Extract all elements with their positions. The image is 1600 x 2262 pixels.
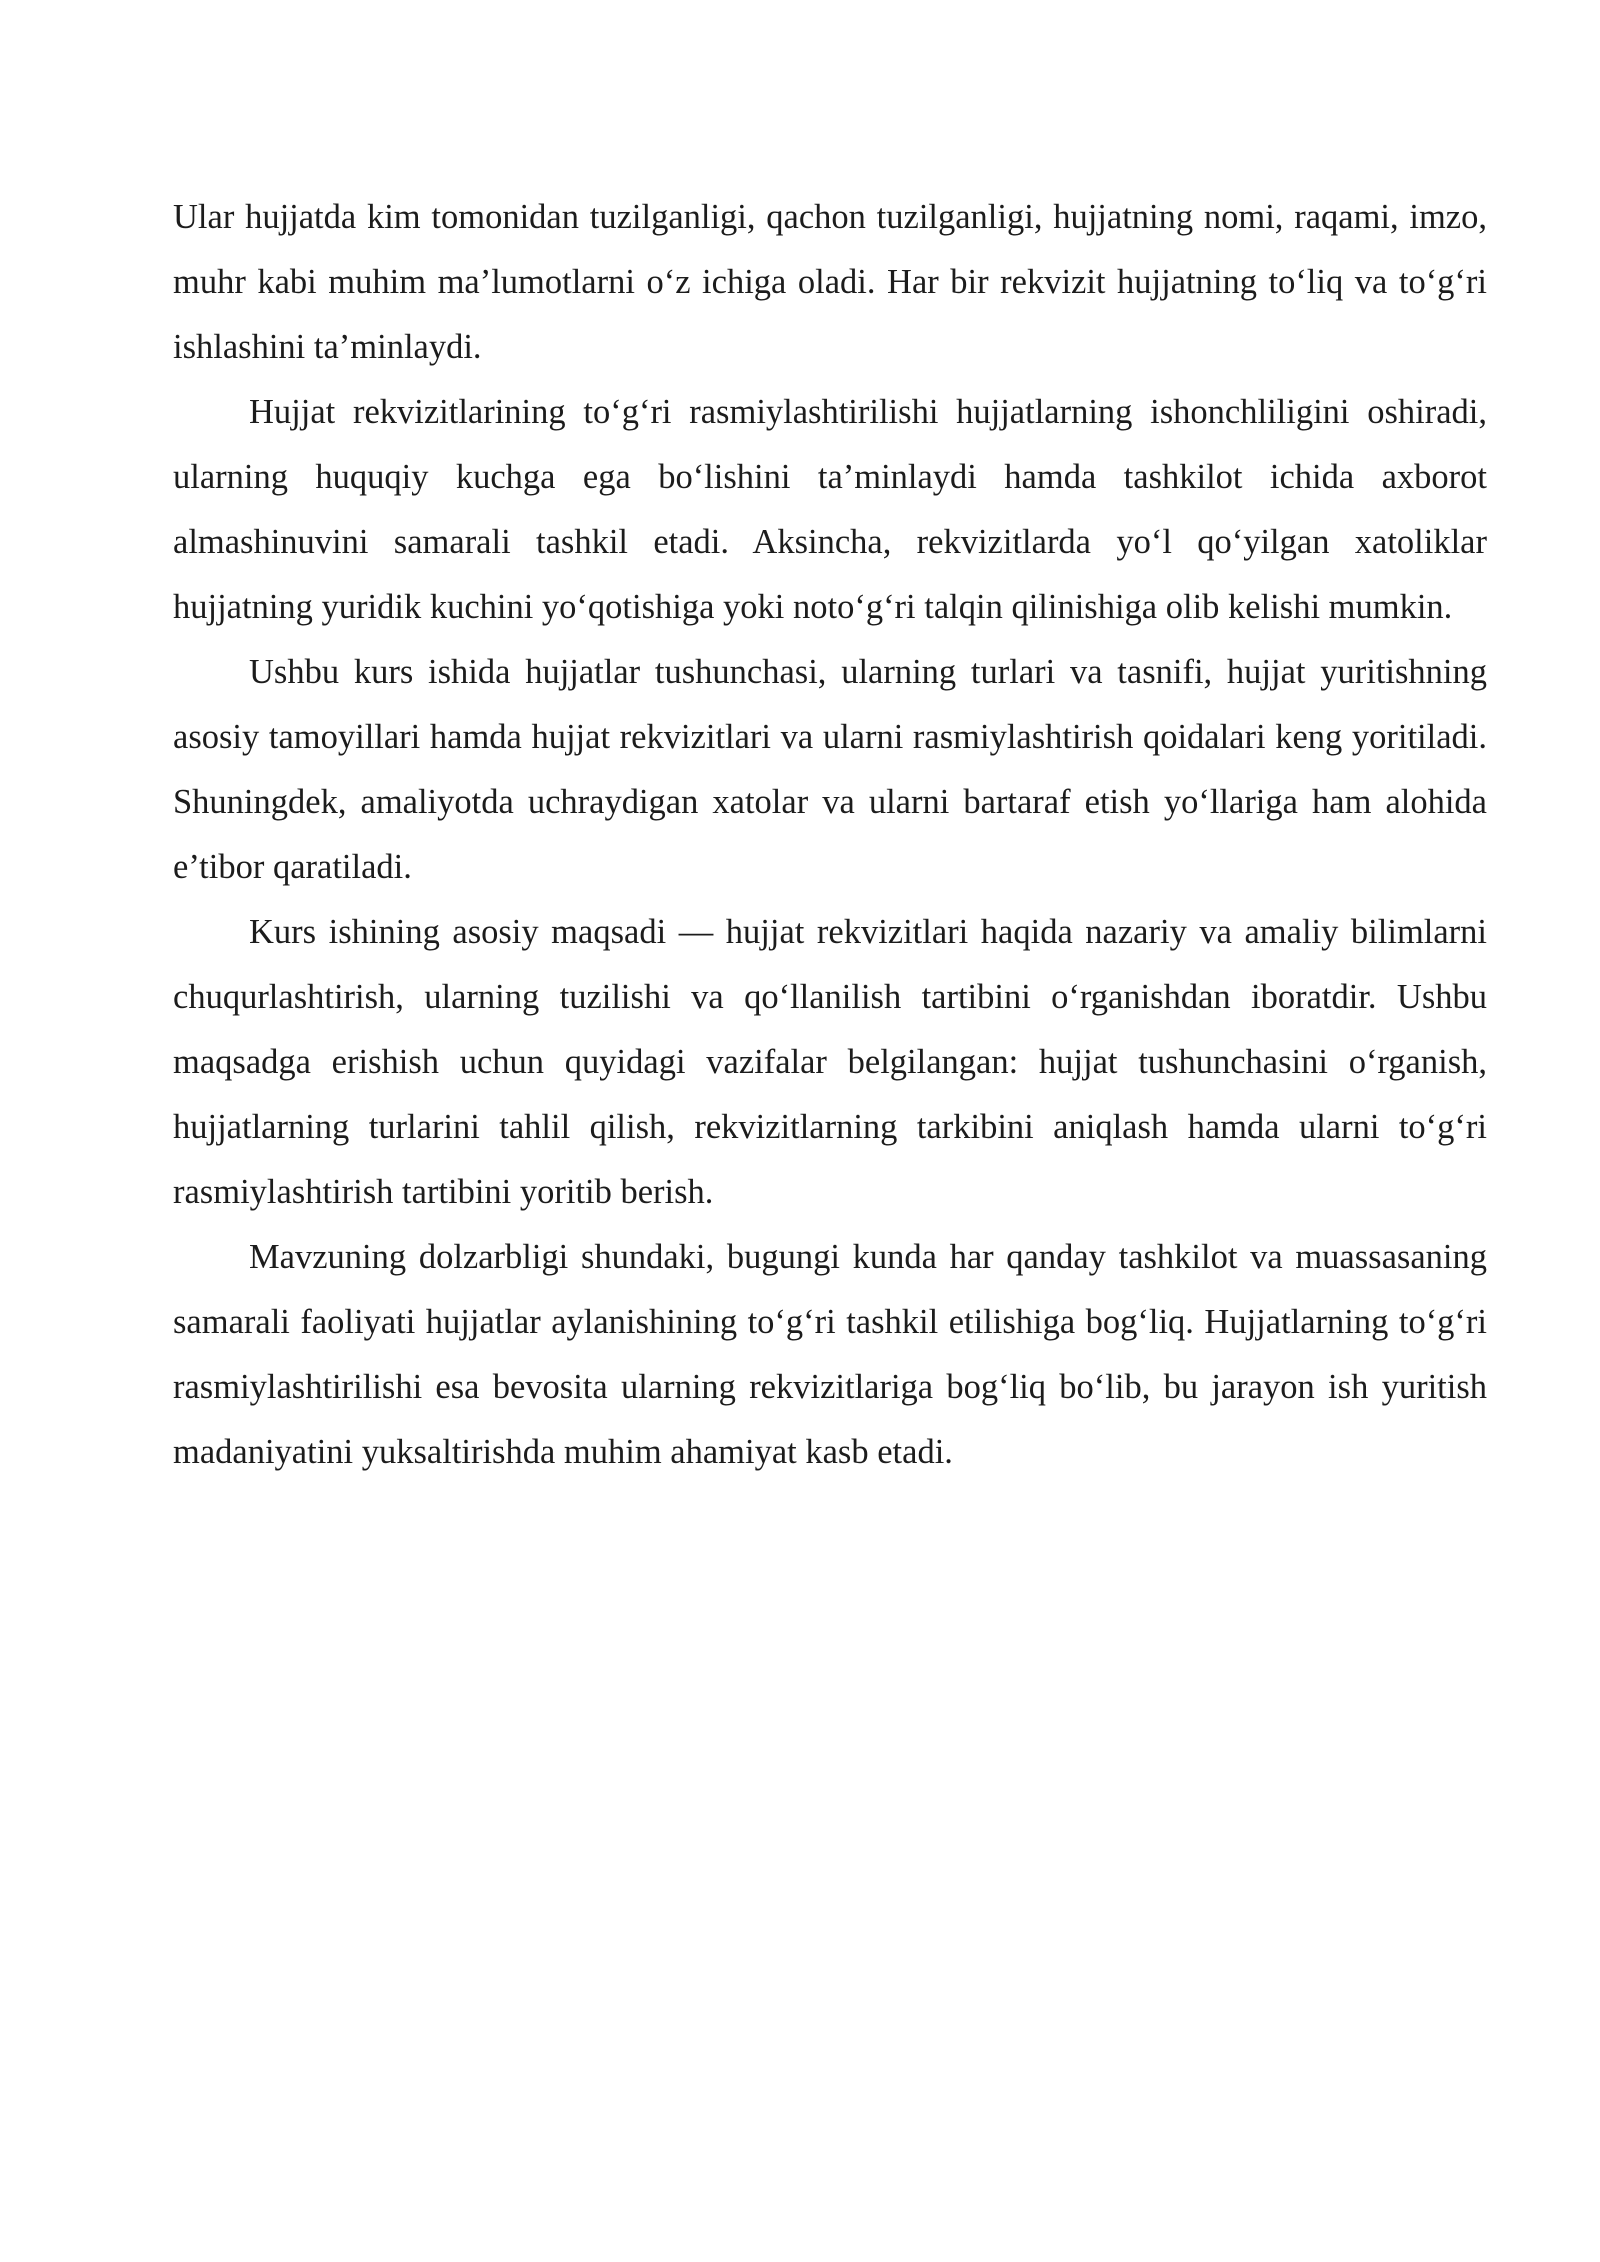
document-body [173, 185, 1487, 1485]
paragraph: Mavzuning dolzarbligi shundaki, bugungi kunda har qanday tashkilot va muassasaning samarali faoliyati hujjatlar aylanishining to‘g‘ri tashkil etilishiga bog‘liq. Hujjatlarning to‘g‘ri rasmiylashtirilishi esa bevosita ularning rekvizitlariga bog‘liq bo‘lib, bu jarayon ish yuritish madaniyatini yuksaltirishda muhim ahamiyat kasb etadi. [173, 1238, 1487, 1471]
paragraph: Ular hujjatda kim tomonidan tuzilganligi, qachon tuzilganligi, hujjatning nomi, raqami, imzo, muhr kabi muhim ma’lumotlarni o‘z ichiga oladi. Har bir rekvizit hujjatning to‘liq va to‘g‘ri ishlashini ta’minlaydi. [173, 198, 1487, 366]
paragraph: Ushbu kurs ishida hujjatlar tushunchasi, ularning turlari va tasnifi, hujjat yuritishning asosiy tamoyillari hamda hujjat rekvizitlari va ularni rasmiylashtirish qoidalari keng yoritiladi. Shuningdek, amaliyotda uchraydigan xatolar va ularni bartaraf etish yo‘llariga ham alohida e’tibor qaratiladi. [173, 653, 1487, 886]
paragraph: Kurs ishining asosiy maqsadi — hujjat rekvizitlari haqida nazariy va amaliy bilimlarni chuqurlashtirish, ularning tuzilishi va qo‘llanilish tartibini o‘rganishdan iboratdir. Ushbu maqsadga erishish uchun quyidagi vazifalar belgilangan: hujjat tushunchasini o‘rganish, hujjatlarning turlarini tahlil qilish, rekvizitlarning tarkibini aniqlash hamda ularni to‘g‘ri rasmiylashtirish tartibini yoritib berish. [173, 913, 1487, 1211]
paragraph: Hujjat rekvizitlarining to‘g‘ri rasmiylashtirilishi hujjatlarning ishonchliligini oshiradi, ularning huquqiy kuchga ega bo‘lishini ta’minlaydi hamda tashkilot ichida axborot almashinuvini samarali tashkil etadi. Aksincha, rekvizitlarda yo‘l qo‘yilgan xatoliklar hujjatning yuridik kuchini yo‘qotishiga yoki noto‘g‘ri talqin qilinishiga olib kelishi mumkin. [173, 393, 1487, 626]
